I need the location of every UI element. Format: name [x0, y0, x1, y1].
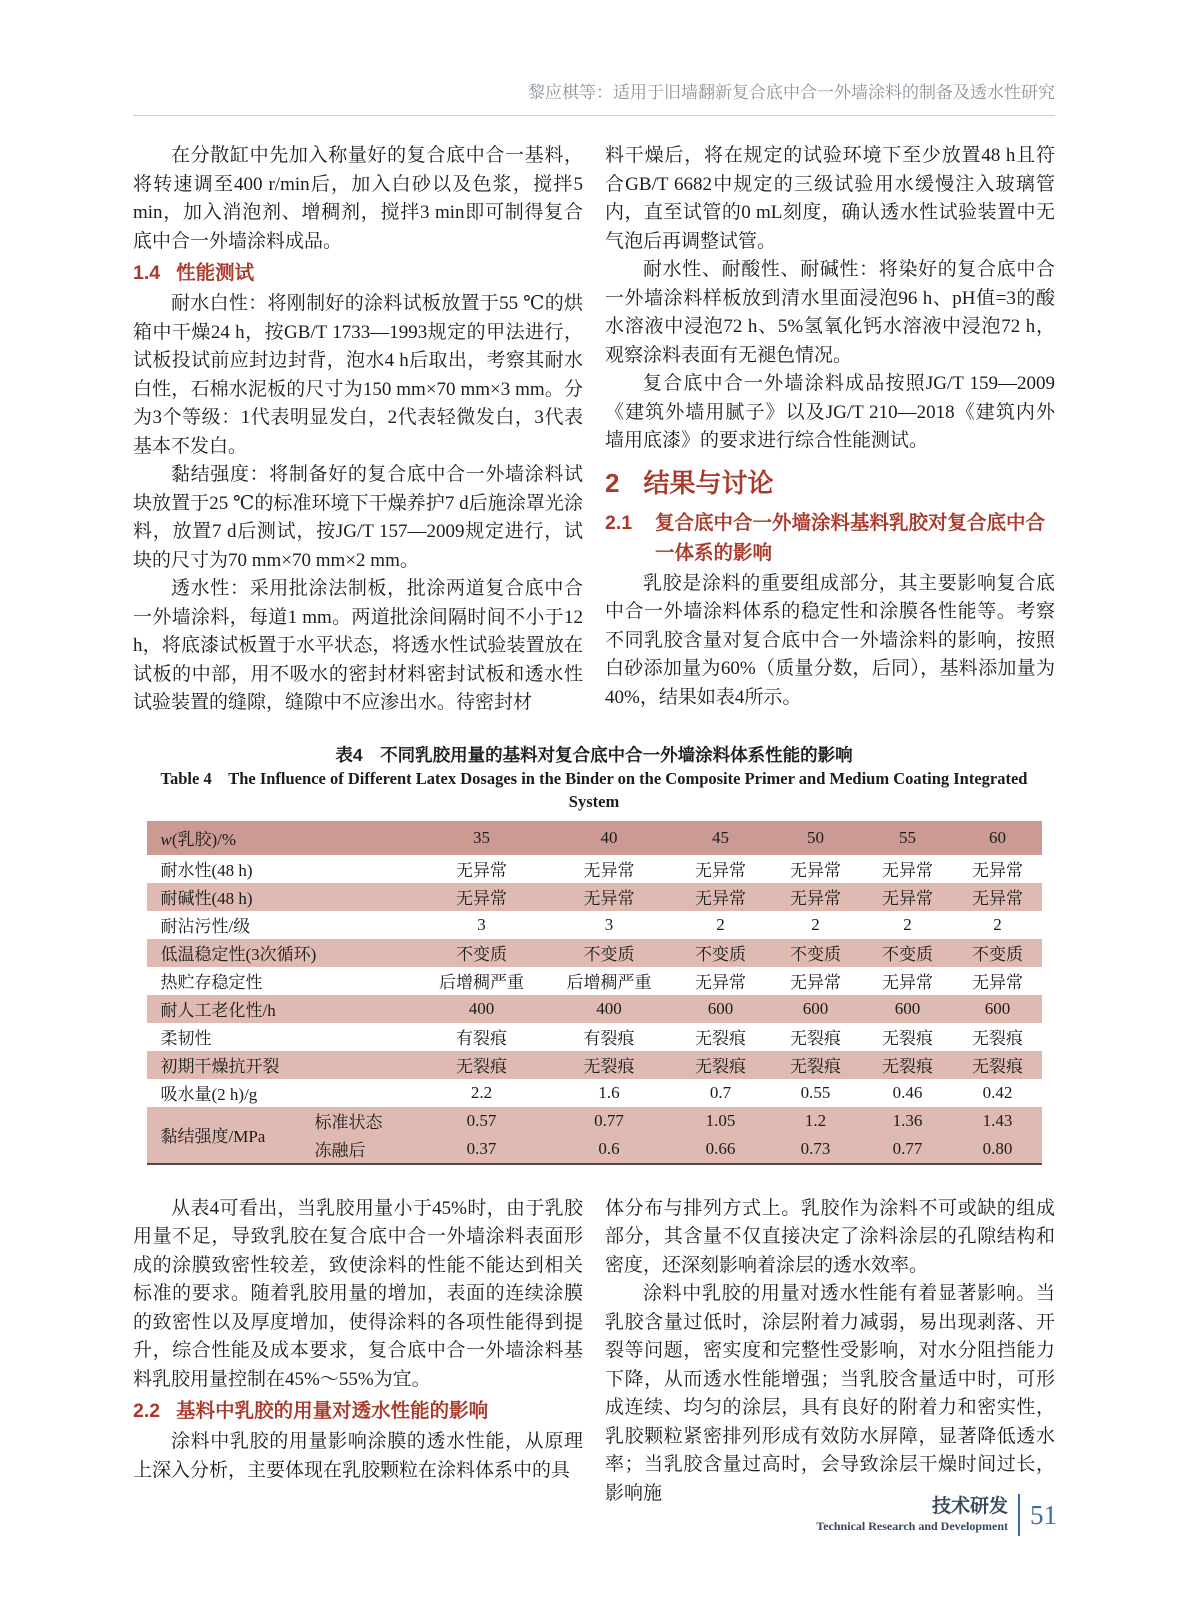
table-cell: 不变质: [417, 939, 547, 967]
table-header-cell: 60: [954, 821, 1042, 855]
row-label: 耐人工老化性/h: [147, 995, 417, 1023]
table-cell: 0.73: [770, 1135, 862, 1164]
table-row: [147, 967, 1042, 995]
table-row: [147, 911, 1042, 939]
section-heading-1-4: [133, 258, 583, 288]
row-label: 低温稳定性(3次循环): [147, 939, 417, 967]
table-cell: 无异常: [695, 861, 746, 880]
table-cell: 1.2: [770, 1107, 862, 1135]
left-column-bottom: [133, 1195, 583, 1509]
table-cell: 0.57: [417, 1107, 547, 1135]
table-cell: 1.6: [598, 1082, 620, 1102]
table-cell: 无异常: [672, 883, 770, 911]
row-label: 标准状态: [307, 1107, 417, 1135]
section-number: 2: [605, 467, 620, 498]
table-header-cell: 40: [547, 821, 672, 855]
table-cell: 无裂痕: [417, 1051, 547, 1079]
table-cell: 2: [716, 914, 725, 934]
footer-section-cn: 技术研发: [931, 1496, 1008, 1517]
table-row: [147, 1107, 1042, 1135]
table-row: [147, 1051, 1042, 1079]
row-label: 热贮存稳定性: [160, 973, 263, 992]
table-cell: 有裂痕: [456, 1029, 507, 1048]
table-row: [147, 1023, 1042, 1051]
section-title: 复合底中合一外墙涂料基料乳胶对复合底中合一体系的影响: [655, 511, 1046, 564]
section-heading-2-2: [133, 1396, 583, 1426]
paragraph: 料干燥后，将在规定的试验环境下至少放置48 h且符合GB/T 6682中规定的三级试验用水缓慢注入玻璃管内，直至试管的0 mL刻度，确认透水性试验装置中无气泡后再调整试管。: [605, 145, 1055, 252]
table-cell: 2: [903, 914, 912, 934]
table-cell: 不变质: [547, 939, 672, 967]
table-cell: 无异常: [583, 861, 635, 880]
paragraph: 黏结强度：将制备好的复合底中合一外墙涂料试块放置于25 ℃的标准环境下干燥养护7 d后施涂罩光涂料，放置7 d后测试，按JG/T 157—2009规定进行，试块的尺寸为70 mm×70 mm×2 mm。: [133, 464, 583, 571]
row-label: 冻融后: [307, 1135, 417, 1164]
section-number: 1.4: [133, 262, 161, 284]
section-title: 性能测试: [176, 262, 255, 284]
table-cell: 不变质: [770, 939, 862, 967]
table-cell: 2: [811, 914, 820, 934]
footer-section-en: Technical Research and Development: [816, 1519, 1008, 1533]
table-header-cell: 55: [862, 821, 954, 855]
table-cell: 无裂痕: [672, 1051, 770, 1079]
table-header-cell: 50: [770, 821, 862, 855]
table-cell: 无裂痕: [695, 1029, 746, 1048]
table-cell: 400: [417, 995, 547, 1023]
table-cell: 0.42: [982, 1082, 1013, 1102]
paragraph: 耐水白性：将刚制好的涂料试板放置于55 ℃的烘箱中干燥24 h，按GB/T 1733—1993规定的甲法进行，试板投试前应封边封背，泡水4 h后取出，考察其耐水白性，石棉水泥板的尺寸为150 mm×70 mm×3 mm。分为3个等级：1代表明显发白，2代表轻微发白，3代表基本不发白。: [133, 293, 583, 457]
section-title: 结果与讨论: [643, 467, 774, 498]
table-cell: 0.37: [417, 1135, 547, 1164]
table-cell: 无异常: [547, 883, 672, 911]
table-row: [147, 995, 1042, 1023]
table-header-cell: 45: [672, 821, 770, 855]
table-cell: 无异常: [695, 973, 746, 992]
results-table-body: [147, 855, 1042, 1164]
running-head: 黎应棋等：适用于旧墙翻新复合底中合一外墙涂料的制备及透水性研究: [133, 78, 1055, 116]
page-number: 51: [1030, 1499, 1057, 1530]
table-cell: 无裂痕: [547, 1051, 672, 1079]
table-cell: 无异常: [770, 883, 862, 911]
table-cell: 无异常: [790, 973, 841, 992]
table-header-cell: 35: [417, 821, 547, 855]
left-column-top: [133, 142, 583, 718]
paragraph: 涂料中乳胶的用量影响涂膜的透水性能，从原理上深入分析，主要体现在乳胶颗粒在涂料体系中的具: [133, 1431, 583, 1481]
table-cell: 无裂痕: [790, 1029, 841, 1048]
table-cell: 1.05: [672, 1107, 770, 1135]
table-cell: 1.43: [954, 1107, 1042, 1135]
right-column-bottom: [605, 1195, 1055, 1509]
table-cell: 600: [770, 995, 862, 1023]
section-number: 2.1: [605, 511, 633, 534]
table-cell: 600: [862, 995, 954, 1023]
table-cell: 有裂痕: [583, 1029, 635, 1048]
table-cell: 0.77: [547, 1107, 672, 1135]
table-cell: 无异常: [456, 861, 507, 880]
table-cell: 无裂痕: [770, 1051, 862, 1079]
table-cell: 3: [604, 914, 614, 934]
table-cell: 无异常: [972, 973, 1023, 992]
table-row: [147, 939, 1042, 967]
table-row: [147, 883, 1042, 911]
table-cell: 600: [954, 995, 1042, 1023]
table-cell: 不变质: [954, 939, 1042, 967]
paragraph: 从表4可看出，当乳胶用量小于45%时，由于乳胶用量不足，导致乳胶在复合底中合一外墙涂料表面形成的涂膜致密性较差，致使涂料的性能不能达到相关标准的要求。随着乳胶用量的增加，表面的连续涂膜的致密性以及厚度增加，使得涂料的各项性能得到提升，综合性能及成本要求，复合底中合一外墙涂料基料乳胶用量控制在45%～55%为宜。: [133, 1197, 583, 1390]
table-cell: 无裂痕: [954, 1051, 1042, 1079]
table-cell: 0.66: [672, 1135, 770, 1164]
section-heading-2-1: [605, 508, 1055, 568]
right-column-top: [605, 142, 1055, 718]
paragraph: 耐水性、耐酸性、耐碱性：将染好的复合底中合一外墙涂料样板放到清水里面浸泡96 h、pH值=3的酸水溶液中浸泡72 h、5%氢氧化钙水溶液中浸泡72 h，观察涂料表面有无褪色情况。: [605, 259, 1055, 366]
row-label: 初期干燥抗开裂: [147, 1051, 417, 1079]
row-label: 耐沾污性/级: [160, 917, 251, 936]
table-cell: 1.36: [862, 1107, 954, 1135]
table-cell: 400: [547, 995, 672, 1023]
table-cell: 无裂痕: [862, 1051, 954, 1079]
table-cell: 0.77: [862, 1135, 954, 1164]
table-cell: 无异常: [972, 861, 1023, 880]
footer-section-labels: [816, 1496, 1018, 1534]
table-caption-en-line1: Table 4 The Influence of Different Latex Dosages in the Binder on the Composite Primer and Medium Coating Integrated: [160, 768, 1028, 788]
table-cell: 2: [993, 914, 1002, 934]
table-cell: 无异常: [862, 883, 954, 911]
row-label: 柔韧性: [160, 1029, 212, 1048]
table-cell: 3: [477, 914, 486, 934]
table-cell: 后增稠严重: [566, 973, 652, 992]
table-cell: 2.2: [470, 1082, 493, 1102]
table-cell: 无裂痕: [882, 1029, 933, 1048]
row-label: 耐水性(48 h): [160, 861, 253, 880]
row-label: 黏结强度/MPa: [147, 1107, 307, 1164]
page-footer: [816, 1494, 1057, 1536]
table-caption-en-line2: System: [568, 791, 620, 811]
section-title: 基料中乳胶的用量对透水性能的影响: [176, 1400, 489, 1422]
table-cell: 后增稠严重: [439, 973, 524, 992]
paragraph: 体分布与排列方式上。乳胶作为涂料不可或缺的组成部分，其含量不仅直接决定了涂料涂层的孔隙结构和密度，还深刻影响着涂层的透水效率。: [605, 1197, 1055, 1276]
table-cell: 0.80: [954, 1135, 1042, 1164]
table-header-row: [147, 821, 1042, 855]
table-cell: 0.6: [547, 1135, 672, 1164]
paragraph: 涂料中乳胶的用量对透水性能有着显著影响。当乳胶含量过低时，涂层附着力减弱，易出现剥落、开裂等问题，密实度和完整性受影响，对水分阻挡能力下降，从而透水性能增强；当乳胶含量适中时，可形成连续、均匀的涂层，具有良好的附着力和密实性，乳胶颗粒紧密排列形成有效防水屏障，显著降低透水率；当乳胶含量过高时，会导致涂层干燥时间过长，影响施: [605, 1283, 1055, 1504]
bottom-columns: [133, 1195, 1055, 1509]
section-heading-2: [605, 466, 1055, 500]
results-table: [147, 821, 1042, 1165]
table-caption-cn: 表4 不同乳胶用量的基料对复合底中合一外墙涂料体系性能的影响: [335, 744, 853, 765]
table-block: [133, 744, 1055, 1165]
table-row: [147, 1079, 1042, 1107]
table-cell: 无异常: [417, 883, 547, 911]
paragraph: 复合底中合一外墙涂料成品按照JG/T 159—2009《建筑外墙用腻子》以及JG/T 210—2018《建筑内外墙用底漆》的要求进行综合性能测试。: [605, 373, 1055, 451]
top-columns: [133, 142, 1055, 718]
table-cell: 无异常: [882, 973, 933, 992]
paragraph: 透水性：采用批涂法制板，批涂两道复合底中合一外墙涂料，每道1 mm。两道批涂间隔时间不小于12 h，将底漆试板置于水平状态，将透水性试验装置放在试板的中部，用不吸水的密封材料密封试板和透水性试验装置的缝隙，缝隙中不应渗出水。待密封材: [133, 578, 583, 713]
table-cell: 不变质: [672, 939, 770, 967]
paragraph: 乳胶是涂料的重要组成部分，其主要影响复合底中合一外墙涂料体系的稳定性和涂膜各性能等。考察不同乳胶含量对复合底中合一外墙涂料的影响，按照白砂添加量为60%（质量分数，后同），基料添加量为40%，结果如表4所示。: [605, 572, 1055, 708]
table-cell: 无异常: [882, 861, 933, 880]
table-header-label: w(乳胶)/%: [147, 821, 417, 855]
table-cell: 不变质: [862, 939, 954, 967]
table-cell: 无异常: [954, 883, 1042, 911]
table-row: [147, 855, 1042, 883]
paragraph: 在分散缸中先加入称量好的复合底中合一基料，将转速调至400 r/min后，加入白砂以及色浆，搅拌5 min，加入消泡剂、增稠剂，搅拌3 min即可制得复合底中合一外墙涂料成品。: [133, 145, 583, 252]
table-cell: 0.55: [800, 1082, 831, 1102]
table-cell: 无异常: [790, 861, 841, 880]
table-cell: 无裂痕: [972, 1029, 1023, 1048]
table-cell: 600: [672, 995, 770, 1023]
row-label: 耐碱性(48 h): [147, 883, 417, 911]
row-label: 吸水量(2 h)/g: [160, 1085, 258, 1104]
section-number: 2.2: [133, 1400, 161, 1422]
table-cell: 0.7: [709, 1082, 732, 1102]
table-cell: 0.46: [892, 1082, 923, 1102]
